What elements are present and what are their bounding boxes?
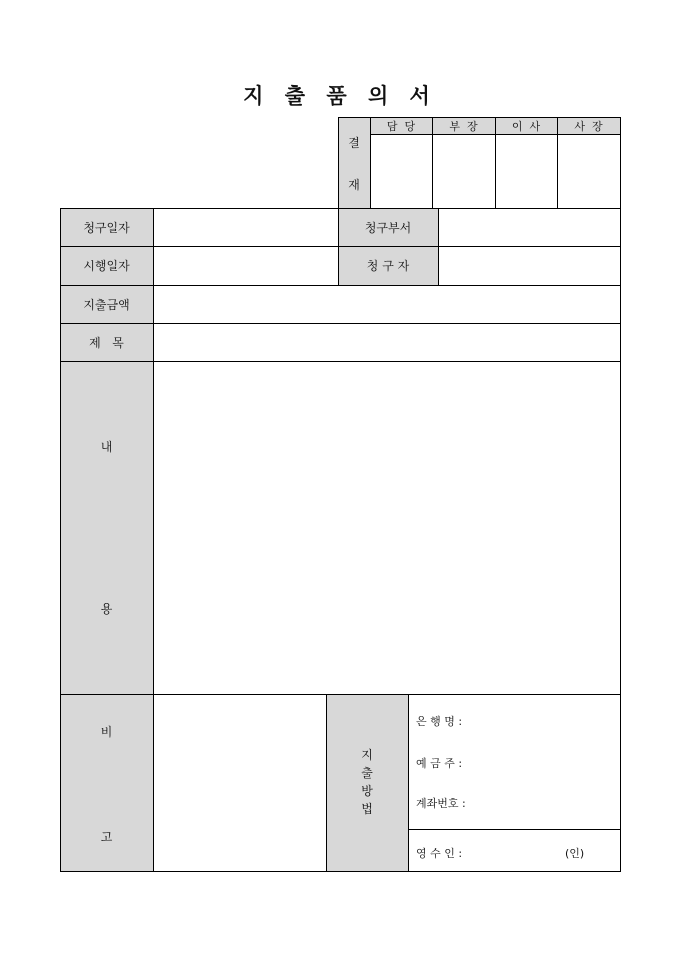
grid-line-h2 [60, 246, 621, 247]
label-method-char-3: 방 [361, 784, 373, 798]
execution-date-field[interactable] [154, 247, 338, 285]
bank-name-label: 은 행 명 : [416, 715, 463, 728]
approval-col-director: 이 사 [511, 119, 541, 133]
sign-box-manager[interactable] [433, 135, 495, 207]
grid-line-right [620, 208, 621, 872]
grid-line-v2 [338, 208, 339, 285]
label-request-dept: 청구부서 [364, 220, 412, 235]
approval-col-staff: 담 당 [386, 119, 416, 133]
grid-line-h1 [60, 208, 621, 209]
label-remarks-bottom: 고 [100, 829, 113, 844]
sign-box-staff[interactable] [371, 135, 432, 207]
document-title: 지 출 품 의 서 [243, 83, 437, 108]
approval-line-v4 [557, 117, 558, 208]
approval-line-left [338, 117, 339, 208]
content-area[interactable] [154, 362, 620, 694]
label-request-date: 청구일자 [83, 220, 130, 235]
grid-line-v4 [326, 694, 327, 872]
label-execution-date: 시행일자 [83, 259, 130, 273]
grid-line-v5 [408, 694, 409, 872]
amount-field[interactable] [154, 286, 620, 323]
grid-line-v3 [438, 208, 439, 285]
receiver-label: 영 수 인 : [416, 847, 463, 860]
sign-box-director[interactable] [496, 135, 557, 207]
grid-line-h5 [60, 361, 621, 362]
approval-line-top [338, 117, 620, 118]
approval-col-president: 사 장 [574, 119, 603, 133]
grid-line-h3 [60, 285, 621, 286]
label-payment-method [326, 746, 408, 818]
approval-line-right [620, 117, 621, 208]
subject-field[interactable] [154, 324, 620, 361]
grid-line-h7 [408, 829, 621, 830]
label-content-bottom: 용 [100, 601, 113, 616]
grid-line-v1 [153, 208, 154, 872]
label-method-char-2: 출 [361, 766, 373, 780]
grid-line-h6 [60, 694, 621, 695]
approval-line-v3 [495, 117, 496, 208]
approval-line-v2 [432, 117, 433, 208]
request-dept-field[interactable] [439, 209, 620, 246]
label-amount: 지출금액 [83, 297, 130, 312]
label-method-char-1: 지 [361, 748, 373, 762]
sign-box-president[interactable] [558, 135, 620, 207]
account-holder-label: 예 금 주 : [416, 757, 463, 770]
seal-mark: (인) [565, 847, 585, 860]
account-number-label: 계좌번호 : [416, 797, 466, 810]
label-subject: 제 목 [89, 335, 124, 350]
requester-field[interactable] [439, 247, 620, 285]
grid-line-left [60, 208, 61, 872]
grid-line-bottom [60, 871, 621, 872]
grid-line-h4 [60, 323, 621, 324]
label-remarks-top: 비 [100, 724, 113, 739]
approval-line-v1 [370, 117, 371, 208]
label-requester: 청 구 자 [366, 259, 410, 273]
request-date-field[interactable] [154, 209, 338, 246]
approval-col-manager: 부 장 [449, 119, 478, 133]
remarks-area[interactable] [154, 695, 326, 872]
label-method-char-4: 법 [361, 802, 373, 816]
approval-label-top: 결 [348, 135, 360, 150]
label-content-top: 내 [100, 439, 113, 454]
approval-label-bottom: 재 [348, 177, 360, 192]
